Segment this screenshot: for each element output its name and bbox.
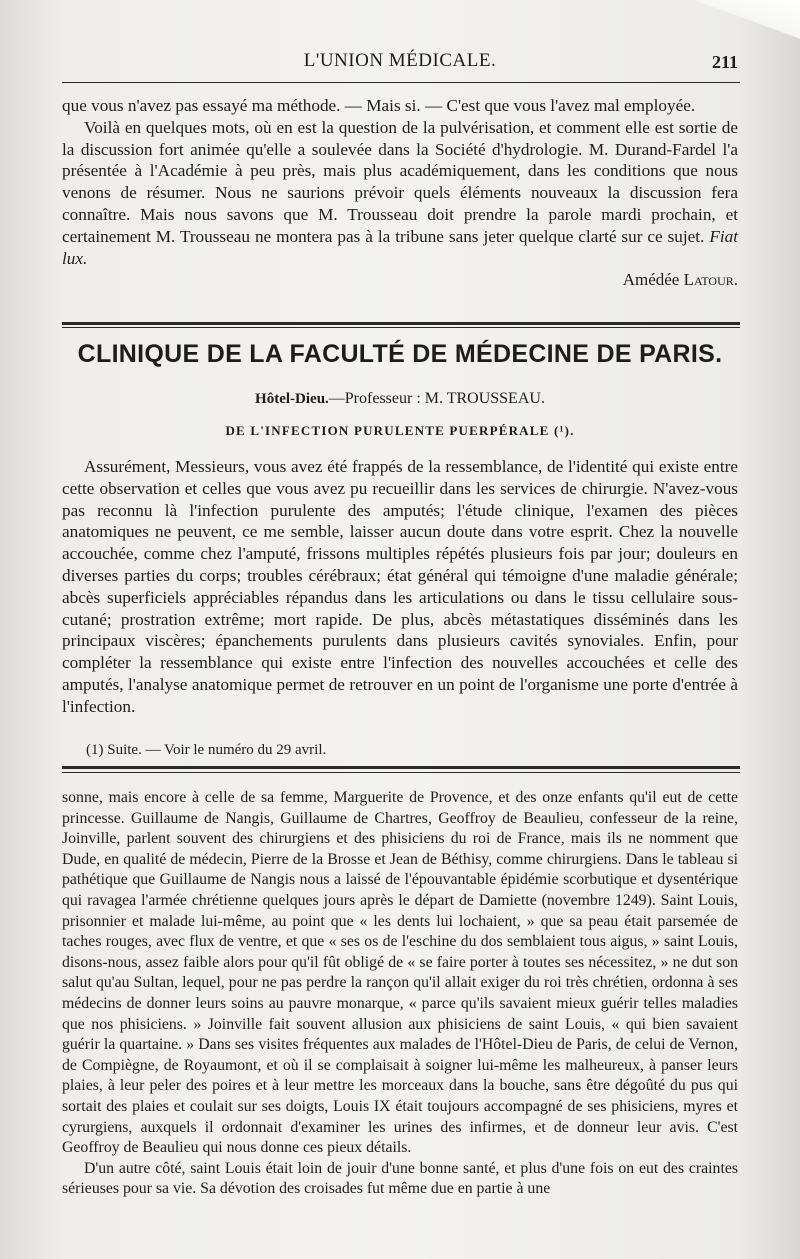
signature-first-name: Amédée (622, 270, 680, 290)
feuilleton-rule-top (62, 766, 740, 769)
clinic-text (62, 456, 738, 718)
lecture-header (62, 390, 738, 408)
signature-last-name: Latour. (683, 270, 738, 290)
clinic-paragraph: Assurément, Messieurs, vous avez été frappés de la ressemblance, de l'identité qui existe entre cette observation et celles que vous avez pu recueillir dans les services de chirurgie. N'avez-vous pas reconnu là l'infection purulente des amputés; l'étude clinique, l'examen des pièces anatomiques ne peuvent, ce me semble, laisser aucun doute dans votre esprit. Chez la nouvelle accouchée, comme chez l'amputé, frissons multiples répétés plusieurs fois par jour; douleurs en diverses parties du corps; troubles cérébraux; état général qui témoigne d'une maladie générale; abcès superficiels appréciables répandus dans les articulations ou dans le tissu cellulaire sous-cutané; prostration extrême; mort rapide. De plus, abcès métastatiques disséminés dans les principaux viscères; épanchements purulents dans plusieurs cavités synoviales. Enfin, pour compléter la ressemblance qui existe entre l'infection des nouvelles accouchées et celle des amputés, l'analyse anatomique permet de retrouver en un point de l'organisme une porte d'entrée à l'infection. (62, 457, 738, 716)
author-signature (62, 269, 738, 291)
article-paragraph-2-text: Voilà en quelques mots, où en est la question de la pulvérisation, et comment elle est sortie de la discussion fort animée qu'elle a soulevée dans la Société d'hydrologie. M. Durand-Fardel l'a présentée à l'Académie à peu près, mais plus académiquement, dans les conditions que nous venons de résumer. Nous ne saurions prévoir quels éléments nouveaux la discussion fera connaître. Mais nous savons que M. Trousseau doit prendre la parole mardi prochain, et certainement M. Trousseau ne montera pas à la tribune sans jeter quelque clarté sur ce sujet. (62, 117, 738, 246)
article-paragraph-2 (62, 117, 738, 270)
section-rule-bottom (62, 327, 740, 328)
professor-name: —Professeur : M. TROUSSEAU. (328, 390, 545, 407)
lecture-subject: DE L'INFECTION PURULENTE PUERPÉRALE (¹). (225, 423, 575, 438)
running-title: L'UNION MÉDICALE. (303, 50, 497, 71)
feuilleton-paragraph-1: sonne, mais encore à celle de sa femme, Marguerite de Provence, et des onze enfants qu'il eut de cette princesse. Guillaume de Nangis, Guillaume de Chartres, Geoffroy de Beaulieu, confesseur de la reine, Joinville, parlent souvent des chirurgiens et des phisiciens du roi de France, mais ils ne nomment que Dude, en qualité de médecin, Pierre de la Brosse et Jean de Béthisy, comme chirurgiens. Dans le tableau si pathétique que Guillaume de Nangis nous a laissé de l'épouvantable épidémie scorbutique et dysentérique qui ravagea l'armée chrétienne quelques jours après le départ de Damiette (novembre 1249). Saint Louis, prisonnier et malade lui-même, au point que « les dents lui lochaient, » que sa peau était parsemée de taches rouges, avec flux de ventre, et que « ses os de l'eschine du dos semblaient tous aigus, » saint Louis, disons-nous, assez faible alors pour qu'il fût obligé de « se faire porter à toutes ses nécessitez, » ne dut son salut qu'au Sultan, lequel, pour ne pas perdre la rançon qu'il allait exiger du roi très chrétien, ordonna à ses médecins de donner leurs soins au pauvre monarque, « parce qu'ils savaient mieux guérir telles maladies que nos phisiciens. » Joinville fait souvent allusion aux phisiciens de saint Louis, « qui bien savaient guérir la quartaine. » Dans ses visites fréquentes aux malades de l'Hôtel-Dieu de Paris, de celui de Vernon, de Compiègne, de Royaumont, et où il se complaisait à soigner lui-même les malheureux, à panser leurs plaies, à leur peler des poires et à leur mettre les morceaux dans la bouche, sans être dégoûté du pus qui sortait des plaies et coulait sur ses doigts, Louis IX était toujours accompagné de ses phisiciens, myres et cyrurgiens, auxquels il ordonnait d'examiner les urines des infirmes, et de donneur leur avis. C'est Geoffroy de Beaulieu qui nous donne ces pieux détails. (62, 789, 738, 1157)
footnote: (1) Suite. — Voir le numéro du 29 avril. (86, 742, 327, 758)
article-text (62, 95, 738, 291)
page-corner-fold (690, 0, 800, 45)
page-number: 211 (711, 52, 738, 72)
page-header (60, 50, 740, 78)
header-rule (62, 82, 740, 83)
section-title: CLINIQUE DE LA FACULTÉ DE MÉDECINE DE PARIS. (77, 340, 723, 368)
latin-phrase: Fiat lux. (62, 226, 739, 268)
hospital-name: Hôtel-Dieu. (255, 391, 329, 407)
section-rule-top (62, 322, 740, 325)
feuilleton-text (62, 788, 738, 1200)
article-paragraph-1: que vous n'avez pas essayé ma méthode. — Mais si. — C'est que vous l'avez mal employée. (62, 96, 696, 115)
feuilleton-paragraph-2: D'un autre côté, saint Louis était loin de jouir d'une bonne santé, et plus d'une fois on eut des craintes sérieuses pour sa vie. Sa dévotion des croisades fut même due en partie à une (62, 1159, 738, 1198)
feuilleton-rule-bottom (62, 772, 740, 773)
